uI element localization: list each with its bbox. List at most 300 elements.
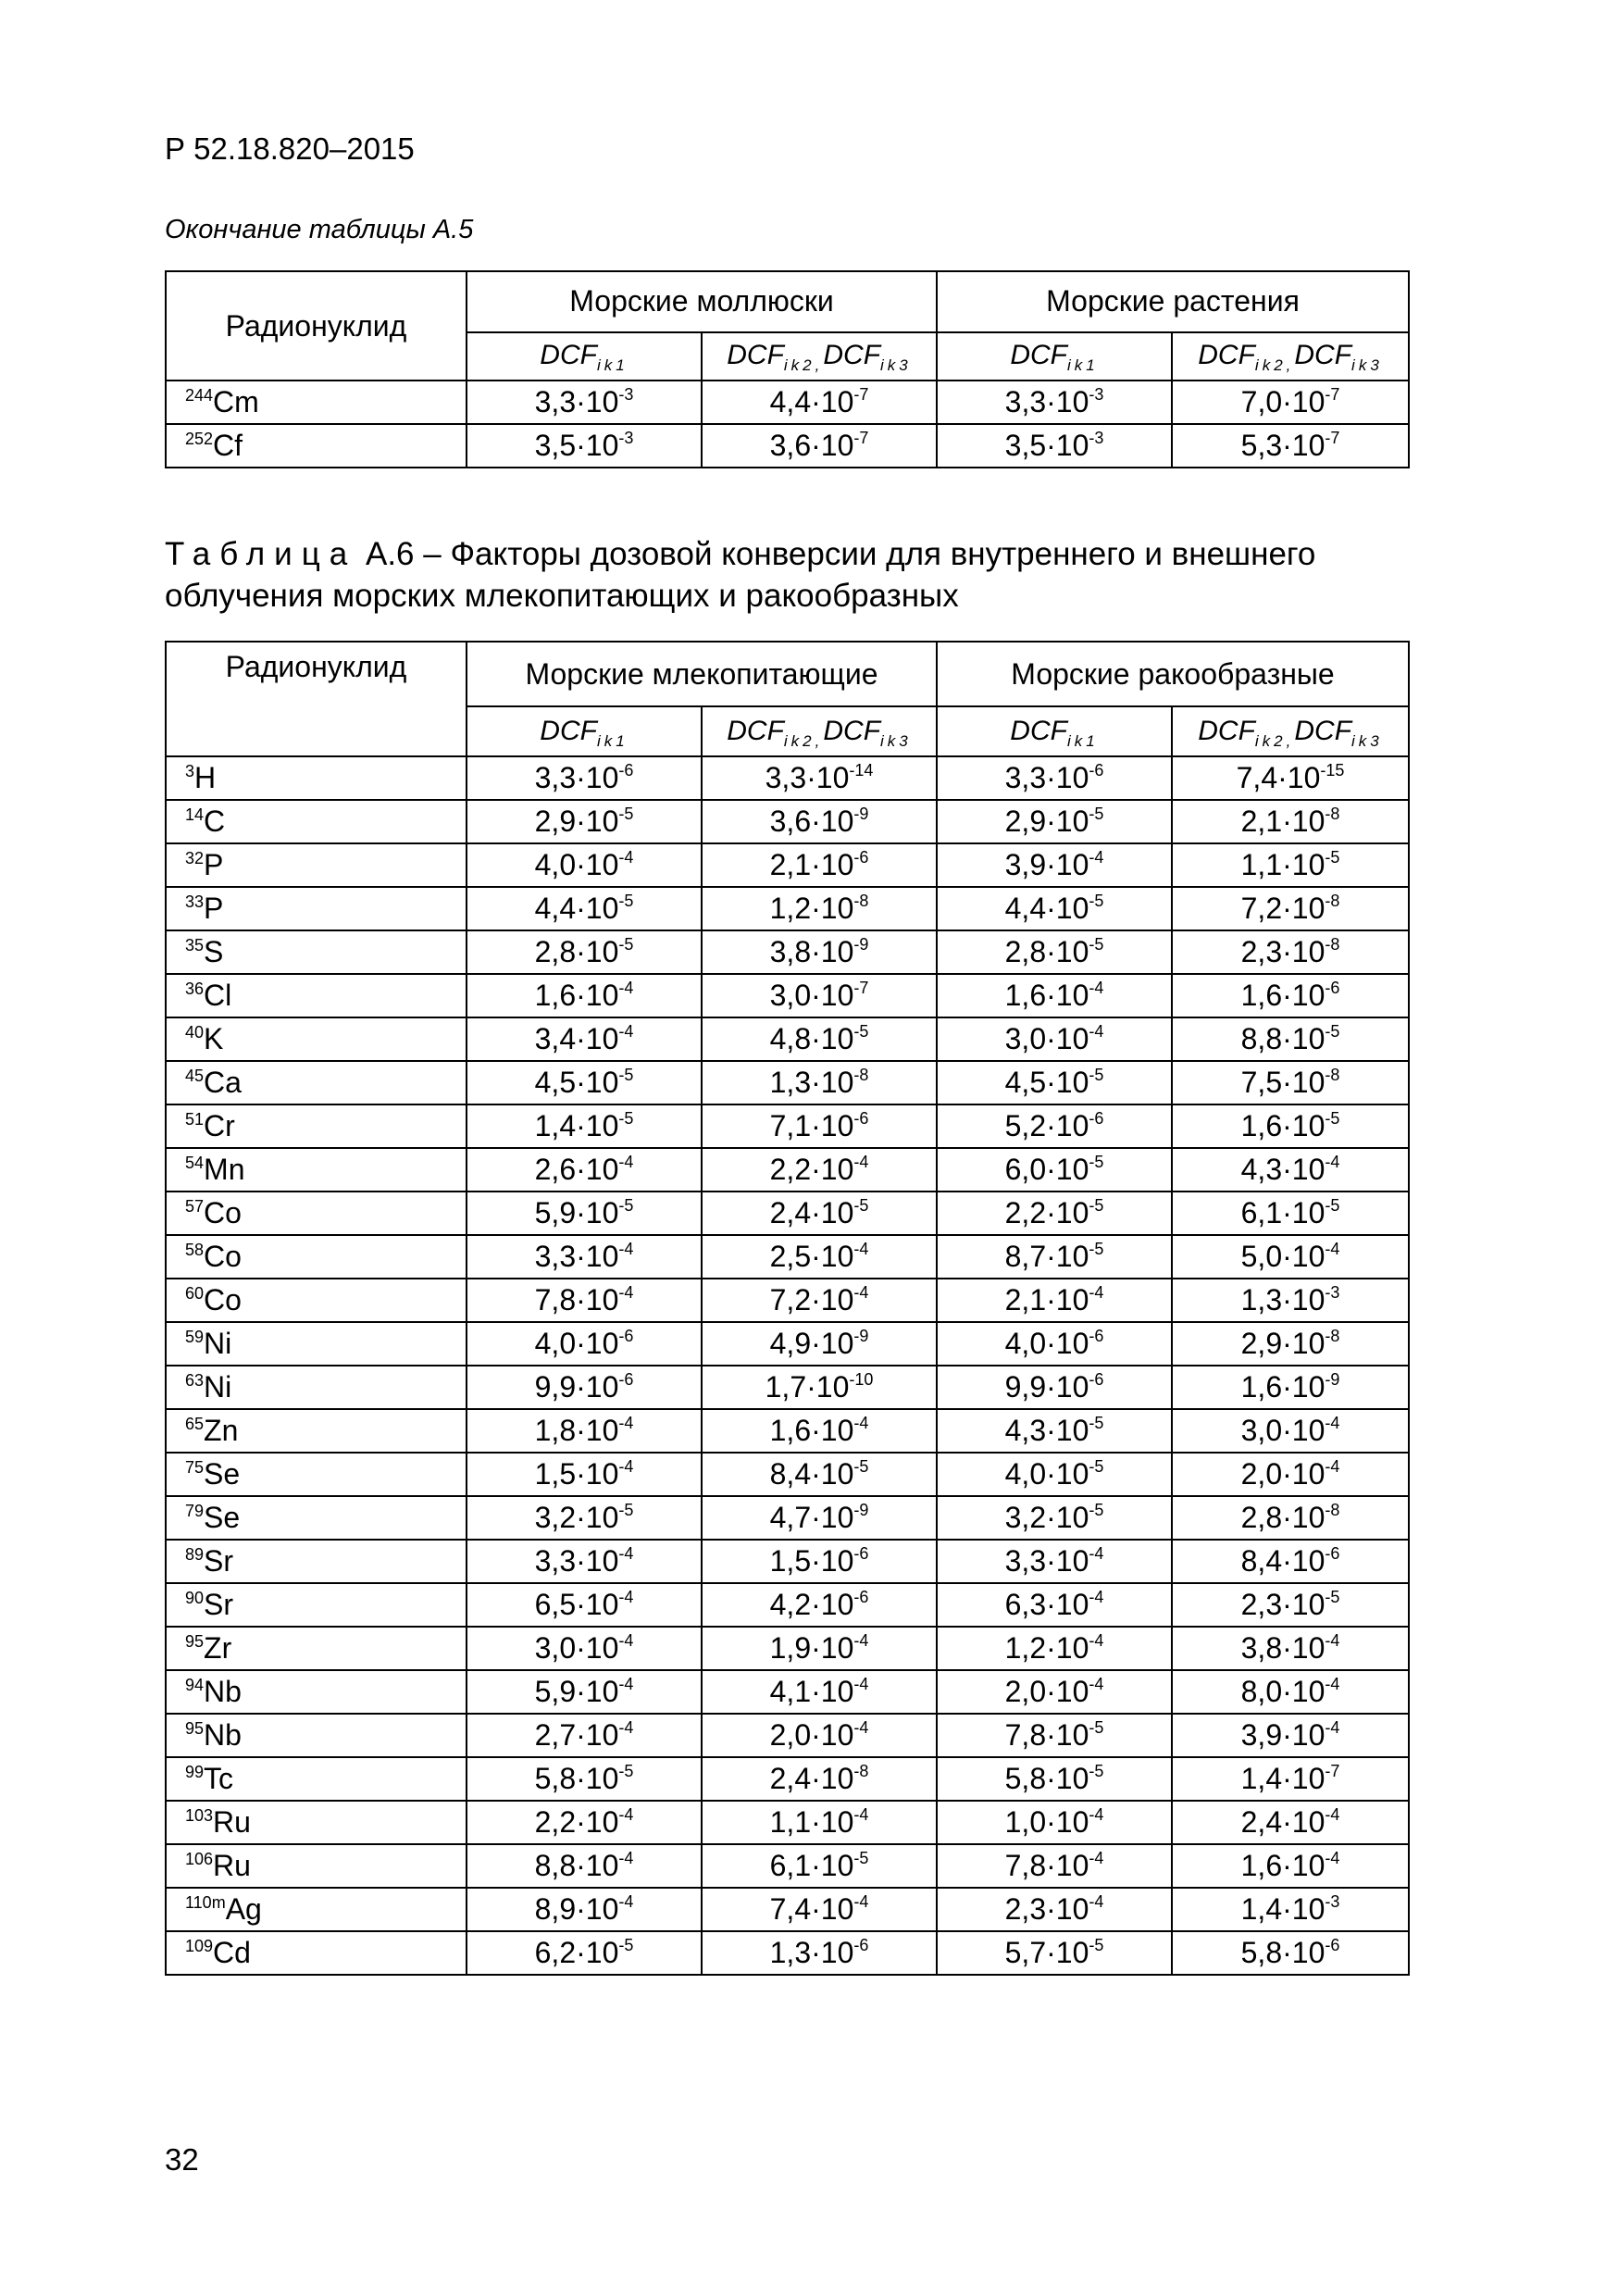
- mantissa: 4,0·10: [1004, 1457, 1089, 1491]
- exponent: -4: [1089, 1892, 1104, 1911]
- mantissa: 4,4·10: [769, 385, 854, 418]
- nuclide-cell: [166, 1496, 467, 1540]
- exponent: -9: [853, 1501, 869, 1519]
- element-symbol: S: [204, 935, 224, 968]
- caption-number: А.6: [365, 536, 415, 572]
- mass-number: 99: [185, 1763, 205, 1781]
- exponent: -4: [1089, 1805, 1104, 1824]
- mantissa: 2,1·10: [1004, 1283, 1089, 1316]
- table-row: [166, 1496, 1409, 1540]
- mantissa: 2,3·10: [1240, 1588, 1326, 1621]
- mass-number: 14: [185, 805, 205, 824]
- mantissa: 2,9·10: [534, 805, 619, 838]
- mantissa: 2,9·10: [1004, 805, 1089, 838]
- mantissa: 5,7·10: [1004, 1936, 1089, 1969]
- mantissa: 1,6·10: [1240, 1849, 1326, 1882]
- value-cell: [702, 887, 937, 930]
- value-cell: [937, 930, 1172, 974]
- mass-number: 75: [185, 1458, 205, 1477]
- value-cell: [467, 930, 702, 974]
- exponent: -4: [853, 1805, 869, 1824]
- mantissa: 5,8·10: [1004, 1762, 1089, 1795]
- mantissa: 5,0·10: [1240, 1240, 1326, 1273]
- mantissa: 1,3·10: [769, 1066, 854, 1099]
- table-a6: [165, 641, 1410, 1976]
- value-cell: [937, 843, 1172, 887]
- dcf-subscript: ik2,: [1254, 356, 1295, 375]
- mantissa: 3,0·10: [534, 1631, 619, 1665]
- value-cell: [702, 1235, 937, 1279]
- mantissa: 3,6·10: [769, 805, 854, 838]
- value-cell: [1172, 1888, 1409, 1931]
- mantissa: 2,3·10: [1004, 1892, 1089, 1926]
- column-group-header: Морские ракообразные: [937, 642, 1409, 706]
- column-group-header: Морские моллюски: [467, 271, 937, 332]
- exponent: -5: [618, 805, 634, 823]
- table-header-row: [166, 642, 1409, 706]
- exponent: -8: [1325, 1066, 1340, 1084]
- exponent: -8: [1325, 935, 1340, 954]
- value-cell: [467, 1322, 702, 1366]
- mantissa: 5,9·10: [534, 1196, 619, 1229]
- nuclide-cell: [166, 1714, 467, 1757]
- mantissa: 6,3·10: [1004, 1588, 1089, 1621]
- mantissa: 1,4·10: [1240, 1762, 1326, 1795]
- mantissa: 4,8·10: [769, 1022, 854, 1055]
- exponent: -4: [618, 1240, 634, 1258]
- dcf-ik3-label: [823, 340, 912, 375]
- element-symbol: Co: [204, 1196, 242, 1229]
- value-cell: [467, 887, 702, 930]
- mass-number: 110m: [185, 1893, 226, 1912]
- exponent: -4: [853, 1631, 869, 1650]
- dcf-subscript: ik3: [880, 356, 912, 375]
- nuclide-cell: [166, 1192, 467, 1235]
- exponent: -6: [853, 1936, 869, 1954]
- exponent: -5: [618, 1109, 634, 1128]
- exponent: -6: [1325, 1544, 1340, 1563]
- exponent: -8: [1325, 892, 1340, 910]
- nuclide-cell: [166, 1801, 467, 1844]
- element-symbol: Nb: [204, 1675, 242, 1708]
- mantissa: 2,0·10: [769, 1718, 854, 1752]
- mass-number: 51: [185, 1110, 205, 1129]
- nuclide-cell: [166, 1279, 467, 1322]
- column-header-dcf-ik1: [467, 706, 702, 756]
- nuclide-cell: [166, 1017, 467, 1061]
- table-row: [166, 1583, 1409, 1627]
- element-symbol: Ca: [204, 1066, 242, 1099]
- exponent: -5: [1325, 1588, 1340, 1606]
- dcf-ik2-label: [727, 715, 824, 750]
- value-cell: [467, 843, 702, 887]
- exponent: -5: [1325, 848, 1340, 867]
- column-header-dcf-ik2-ik3: [702, 332, 937, 381]
- value-cell: [467, 756, 702, 800]
- table-row: [166, 1104, 1409, 1148]
- exponent: -3: [1089, 385, 1104, 404]
- mantissa: 7,5·10: [1240, 1066, 1326, 1099]
- table-row: [166, 1148, 1409, 1192]
- dcf-subscript: ik2,: [783, 356, 824, 375]
- exponent: -6: [853, 1544, 869, 1563]
- exponent: -14: [849, 761, 874, 780]
- exponent: -9: [853, 805, 869, 823]
- document-code: Р 52.18.820–2015: [165, 131, 415, 166]
- value-cell: [937, 1844, 1172, 1888]
- value-cell: [1172, 843, 1409, 887]
- column-header-dcf-ik1: [937, 706, 1172, 756]
- value-cell: [467, 1888, 702, 1931]
- exponent: -10: [849, 1370, 874, 1389]
- mantissa: 8,7·10: [1004, 1240, 1089, 1273]
- exponent: -7: [853, 979, 869, 997]
- exponent: -4: [618, 1457, 634, 1476]
- mantissa: 6,2·10: [534, 1936, 619, 1969]
- exponent: -4: [618, 979, 634, 997]
- mass-number: 103: [185, 1806, 214, 1825]
- element-symbol: C: [204, 805, 226, 838]
- exponent: -8: [1325, 805, 1340, 823]
- mantissa: 3,9·10: [1240, 1718, 1326, 1752]
- table-row: [166, 887, 1409, 930]
- exponent: -4: [1089, 1283, 1104, 1302]
- exponent: -4: [618, 848, 634, 867]
- mantissa: 3,2·10: [534, 1501, 619, 1534]
- value-cell: [467, 1279, 702, 1322]
- value-cell: [1172, 887, 1409, 930]
- table-row: [166, 1670, 1409, 1714]
- value-cell: [467, 1192, 702, 1235]
- element-symbol: Co: [204, 1283, 242, 1316]
- nuclide-cell: [166, 800, 467, 843]
- value-cell: [467, 800, 702, 843]
- dcf-ik1-label: [1010, 340, 1099, 375]
- mantissa: 7,2·10: [769, 1283, 854, 1316]
- exponent: -4: [618, 1675, 634, 1693]
- element-symbol: Ni: [204, 1327, 232, 1360]
- dcf-symbol: DCF: [1010, 715, 1067, 746]
- exponent: -5: [1089, 892, 1104, 910]
- column-header-dcf-ik2-ik3: [702, 706, 937, 756]
- element-symbol: Zn: [204, 1414, 239, 1447]
- value-cell: [1172, 1192, 1409, 1235]
- dcf-subscript: ik3: [1351, 731, 1383, 750]
- table-row: [166, 1453, 1409, 1496]
- mantissa: 3,3·10: [534, 761, 619, 794]
- exponent: -5: [853, 1849, 869, 1867]
- mantissa: 3,3·10: [765, 761, 850, 794]
- mass-number: 45: [185, 1067, 205, 1085]
- value-cell: [937, 1540, 1172, 1583]
- value-cell: [702, 1409, 937, 1453]
- mantissa: 7,1·10: [769, 1109, 854, 1142]
- mantissa: 5,8·10: [1240, 1936, 1326, 1969]
- value-cell: [467, 1583, 702, 1627]
- value-cell: [467, 1801, 702, 1844]
- mantissa: 4,3·10: [1004, 1414, 1089, 1447]
- value-cell: [1172, 1279, 1409, 1322]
- value-cell: [1172, 1714, 1409, 1757]
- value-cell: [702, 1061, 937, 1104]
- mantissa: 6,1·10: [1240, 1196, 1326, 1229]
- page-number: 32: [165, 2142, 199, 2177]
- dcf-subscript: ik1: [1066, 356, 1099, 375]
- exponent: -5: [1089, 1196, 1104, 1215]
- table-continuation-title: Окончание таблицы А.5: [165, 215, 474, 244]
- exponent: -5: [1089, 1457, 1104, 1476]
- value-cell: [937, 1061, 1172, 1104]
- nuclide-cell: [166, 1409, 467, 1453]
- exponent: -5: [853, 1196, 869, 1215]
- mantissa: 1,3·10: [1240, 1283, 1326, 1316]
- exponent: -9: [853, 935, 869, 954]
- exponent: -5: [1089, 1153, 1104, 1171]
- exponent: -4: [1325, 1849, 1340, 1867]
- value-cell: [937, 1714, 1172, 1757]
- mass-number: 40: [185, 1023, 205, 1042]
- dcf-ik2-label: [1198, 715, 1295, 750]
- exponent: -4: [618, 1283, 634, 1302]
- column-header-dcf-ik2-ik3: [1172, 706, 1409, 756]
- exponent: -4: [853, 1718, 869, 1737]
- exponent: -8: [853, 1066, 869, 1084]
- dcf-subscript: ik1: [596, 731, 629, 750]
- mass-number: 35: [185, 936, 205, 955]
- mantissa: 1,6·10: [1004, 979, 1089, 1012]
- dcf-symbol: DCF: [727, 340, 784, 371]
- nuclide-cell: [166, 930, 467, 974]
- value-cell: [702, 974, 937, 1017]
- mantissa: 1,8·10: [534, 1414, 619, 1447]
- value-cell: [702, 1366, 937, 1409]
- nuclide-cell: [166, 1757, 467, 1801]
- exponent: -4: [853, 1414, 869, 1432]
- mass-number: 57: [185, 1197, 205, 1216]
- value-cell: [1172, 1453, 1409, 1496]
- value-cell: [467, 1235, 702, 1279]
- exponent: -4: [618, 1153, 634, 1171]
- mantissa: 7,8·10: [1004, 1849, 1089, 1882]
- dcf-ik2-label: [727, 340, 824, 375]
- nuclide-cell: [166, 1322, 467, 1366]
- value-cell: [702, 1714, 937, 1757]
- dcf-symbol: DCF: [727, 715, 784, 746]
- mantissa: 4,1·10: [769, 1675, 854, 1708]
- exponent: -7: [1325, 385, 1340, 404]
- exponent: -4: [618, 1805, 634, 1824]
- value-cell: [1172, 1931, 1409, 1975]
- table-row: [166, 1888, 1409, 1931]
- dcf-subscript: ik3: [880, 731, 912, 750]
- value-cell: [937, 424, 1172, 468]
- value-cell: [702, 930, 937, 974]
- element-symbol: Cd: [213, 1936, 251, 1969]
- value-cell: [702, 756, 937, 800]
- mantissa: 9,9·10: [1004, 1370, 1089, 1404]
- table-row: [166, 1540, 1409, 1583]
- table-row: [166, 1801, 1409, 1844]
- mantissa: 8,4·10: [1240, 1544, 1326, 1578]
- column-header-dcf-ik1: [467, 332, 702, 381]
- value-cell: [467, 1366, 702, 1409]
- nuclide-cell: [166, 1931, 467, 1975]
- value-cell: [702, 1279, 937, 1322]
- value-cell: [1172, 756, 1409, 800]
- dcf-subscript: ik3: [1351, 356, 1383, 375]
- table-row: [166, 1017, 1409, 1061]
- exponent: -4: [1089, 1022, 1104, 1041]
- exponent: -4: [853, 1675, 869, 1693]
- mantissa: 3,8·10: [769, 935, 854, 968]
- mantissa: 1,6·10: [534, 979, 619, 1012]
- exponent: -4: [1325, 1805, 1340, 1824]
- exponent: -4: [618, 1414, 634, 1432]
- nuclide-cell: [166, 424, 467, 468]
- mantissa: 1,0·10: [1004, 1805, 1089, 1839]
- nuclide-cell: [166, 1235, 467, 1279]
- dcf-subscript: ik2,: [1254, 731, 1295, 750]
- mantissa: 8,4·10: [769, 1457, 854, 1491]
- column-group-header: Морские растения: [937, 271, 1409, 332]
- mantissa: 3,3·10: [534, 385, 619, 418]
- mantissa: 1,6·10: [1240, 1109, 1326, 1142]
- column-header-nuclide: Радионуклид: [166, 642, 467, 756]
- exponent: -3: [618, 385, 634, 404]
- element-symbol: Ru: [213, 1805, 251, 1839]
- exponent: -6: [1325, 979, 1340, 997]
- mantissa: 1,2·10: [1004, 1631, 1089, 1665]
- mass-number: 65: [185, 1415, 205, 1433]
- mantissa: 2,1·10: [1240, 805, 1326, 838]
- value-cell: [937, 1409, 1172, 1453]
- value-cell: [702, 1670, 937, 1714]
- exponent: -15: [1320, 761, 1345, 780]
- dcf-ik1-label: [540, 715, 629, 750]
- table-row: [166, 1757, 1409, 1801]
- mass-number: 36: [185, 980, 205, 998]
- mass-number: 79: [185, 1502, 205, 1520]
- dcf-symbol: DCF: [540, 340, 597, 371]
- mantissa: 3,3·10: [534, 1544, 619, 1578]
- exponent: -7: [853, 385, 869, 404]
- mantissa: 3,6·10: [769, 429, 854, 462]
- value-cell: [467, 1757, 702, 1801]
- value-cell: [702, 1322, 937, 1366]
- value-cell: [937, 1148, 1172, 1192]
- exponent: -4: [1325, 1675, 1340, 1693]
- table-header-row: [166, 271, 1409, 332]
- element-symbol: Co: [204, 1240, 242, 1273]
- mantissa: 3,3·10: [534, 1240, 619, 1273]
- mantissa: 3,5·10: [534, 429, 619, 462]
- mantissa: 2,3·10: [1240, 935, 1326, 968]
- value-cell: [702, 1148, 937, 1192]
- mantissa: 7,8·10: [1004, 1718, 1089, 1752]
- exponent: -5: [1089, 1066, 1104, 1084]
- table-row: [166, 1235, 1409, 1279]
- nuclide-cell: [166, 1888, 467, 1931]
- exponent: -4: [618, 1718, 634, 1737]
- exponent: -4: [1325, 1240, 1340, 1258]
- exponent: -4: [1325, 1153, 1340, 1171]
- table-row: [166, 800, 1409, 843]
- mantissa: 3,4·10: [534, 1022, 619, 1055]
- nuclide-cell: [166, 756, 467, 800]
- nuclide-cell: [166, 1627, 467, 1670]
- exponent: -4: [1325, 1631, 1340, 1650]
- nuclide-cell: [166, 1540, 467, 1583]
- element-symbol: Ni: [204, 1370, 232, 1404]
- mass-number: 3: [185, 762, 195, 780]
- value-cell: [1172, 1104, 1409, 1148]
- exponent: -8: [853, 1762, 869, 1780]
- exponent: -4: [1325, 1457, 1340, 1476]
- exponent: -5: [618, 892, 634, 910]
- value-cell: [937, 1279, 1172, 1322]
- element-symbol: Cr: [204, 1109, 235, 1142]
- mantissa: 2,0·10: [1240, 1457, 1326, 1491]
- mantissa: 4,2·10: [769, 1588, 854, 1621]
- value-cell: [937, 1017, 1172, 1061]
- value-cell: [937, 1627, 1172, 1670]
- exponent: -4: [1325, 1414, 1340, 1432]
- value-cell: [937, 1583, 1172, 1627]
- mantissa: 2,6·10: [534, 1153, 619, 1186]
- exponent: -7: [853, 429, 869, 447]
- value-cell: [1172, 1148, 1409, 1192]
- nuclide-cell: [166, 381, 467, 424]
- exponent: -5: [1089, 1414, 1104, 1432]
- value-cell: [702, 1104, 937, 1148]
- mantissa: 4,5·10: [1004, 1066, 1089, 1099]
- exponent: -6: [853, 1588, 869, 1606]
- mantissa: 2,8·10: [534, 935, 619, 968]
- caption-text: – Факторы дозовой конверсии для внутреннего и внешнего облучения морских млекопитающих и ракообразных: [165, 536, 1316, 614]
- mantissa: 1,6·10: [1240, 979, 1326, 1012]
- mantissa: 1,6·10: [1240, 1370, 1326, 1404]
- exponent: -4: [618, 1588, 634, 1606]
- value-cell: [467, 1453, 702, 1496]
- mantissa: 4,0·10: [534, 848, 619, 881]
- mantissa: 3,0·10: [1240, 1414, 1326, 1447]
- mass-number: 95: [185, 1632, 205, 1651]
- exponent: -5: [853, 1457, 869, 1476]
- mantissa: 2,5·10: [769, 1240, 854, 1273]
- element-symbol: Zr: [204, 1631, 232, 1665]
- value-cell: [702, 381, 937, 424]
- exponent: -4: [618, 1631, 634, 1650]
- element-symbol: Sr: [204, 1544, 234, 1578]
- value-cell: [702, 1627, 937, 1670]
- value-cell: [702, 424, 937, 468]
- mantissa: 1,9·10: [769, 1631, 854, 1665]
- value-cell: [702, 1540, 937, 1583]
- value-cell: [1172, 1235, 1409, 1279]
- value-cell: [1172, 1801, 1409, 1844]
- value-cell: [1172, 1496, 1409, 1540]
- value-cell: [1172, 1757, 1409, 1801]
- exponent: -5: [1089, 1762, 1104, 1780]
- mass-number: 59: [185, 1328, 205, 1346]
- value-cell: [1172, 1061, 1409, 1104]
- value-cell: [1172, 1409, 1409, 1453]
- mass-number: 58: [185, 1241, 205, 1259]
- element-symbol: Se: [204, 1501, 241, 1534]
- table-row: [166, 1366, 1409, 1409]
- value-cell: [702, 843, 937, 887]
- value-cell: [702, 1844, 937, 1888]
